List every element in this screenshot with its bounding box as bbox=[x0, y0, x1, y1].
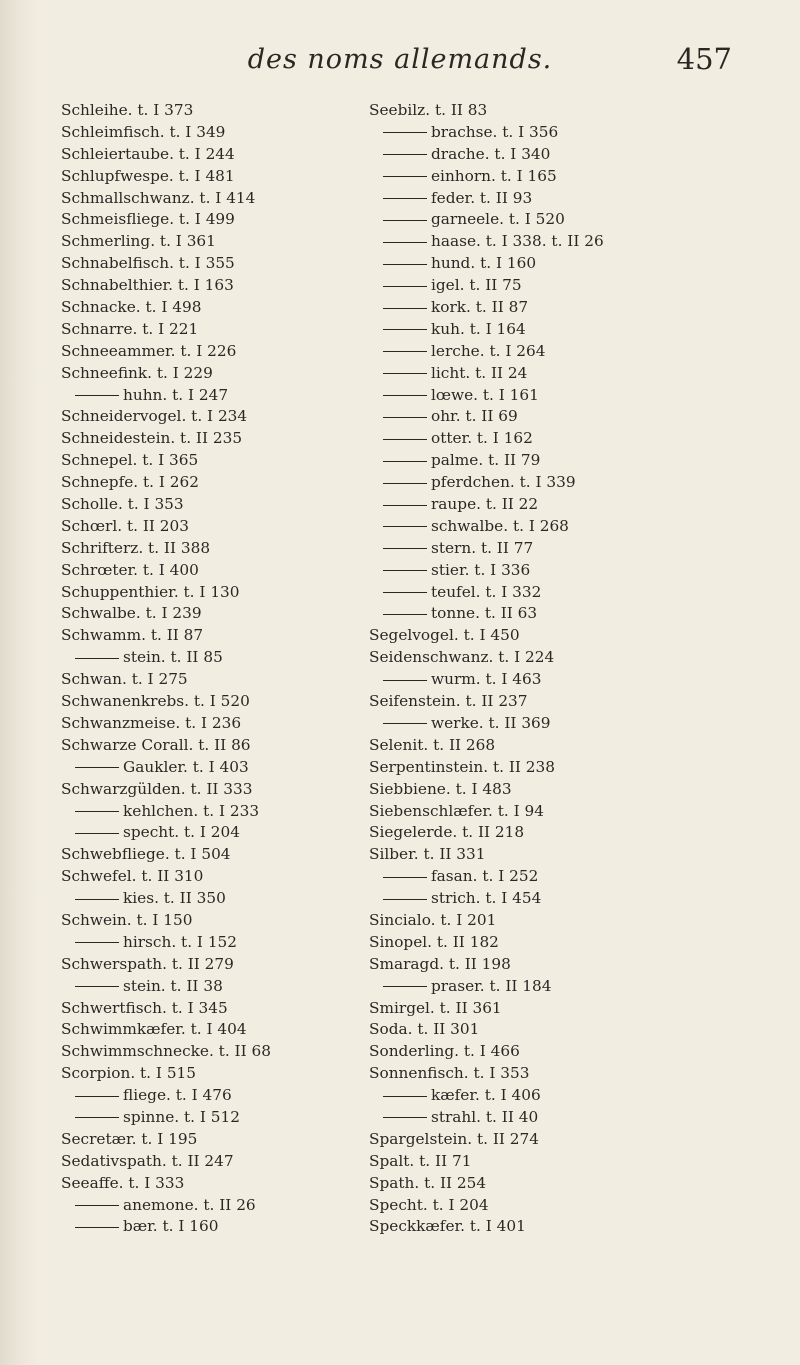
index-entry-text: Seifenstein. t. II 237 bbox=[369, 692, 528, 711]
index-entry-text: Schnabelthier. t. I 163 bbox=[61, 276, 234, 295]
repeat-dash bbox=[383, 198, 427, 199]
index-entry bbox=[61, 363, 346, 385]
index-column-left bbox=[61, 100, 346, 1238]
index-entry-text: Sedativspath. t. II 247 bbox=[61, 1151, 234, 1170]
repeat-dash bbox=[383, 899, 427, 900]
index-entry-text: Schneeammer. t. I 226 bbox=[61, 341, 237, 360]
index-entry bbox=[61, 209, 346, 231]
index-entry-text: Schneefink. t. I 229 bbox=[61, 363, 213, 382]
index-entry bbox=[61, 1019, 346, 1041]
index-entry bbox=[369, 1085, 699, 1107]
index-entry bbox=[61, 735, 346, 757]
index-entry-text: Schneidestein. t. II 235 bbox=[61, 429, 243, 448]
index-entry-text: Spath. t. II 254 bbox=[369, 1173, 487, 1192]
index-entry bbox=[61, 1085, 346, 1107]
index-entry bbox=[369, 779, 699, 801]
index-entry bbox=[369, 1063, 699, 1085]
index-entry bbox=[369, 253, 699, 275]
index-entry bbox=[369, 494, 699, 516]
index-entry-text: feder. t. II 93 bbox=[431, 188, 533, 207]
index-entry bbox=[61, 428, 346, 450]
index-entry-text: Sonderling. t. I 466 bbox=[369, 1042, 520, 1061]
index-entry bbox=[61, 910, 346, 932]
index-entry-text: Schwarzgülden. t. II 333 bbox=[61, 779, 253, 798]
repeat-dash bbox=[383, 592, 427, 593]
index-entry-text: Smaragd. t. II 198 bbox=[369, 954, 511, 973]
repeat-dash bbox=[383, 461, 427, 462]
index-entry bbox=[369, 1173, 699, 1195]
index-entry-text: Schwebfliege. t. I 504 bbox=[61, 845, 231, 864]
index-entry-text: Schneidervogel. t. I 234 bbox=[61, 407, 248, 426]
index-entry-text: Schwimmschnecke. t. II 68 bbox=[61, 1042, 271, 1061]
index-entry bbox=[61, 385, 346, 407]
repeat-dash bbox=[75, 395, 119, 396]
repeat-dash bbox=[383, 264, 427, 265]
index-entry-text: wurm. t. I 463 bbox=[431, 670, 542, 689]
index-entry bbox=[369, 428, 699, 450]
index-entry-text: Seebilz. t. II 83 bbox=[369, 101, 488, 119]
index-entry bbox=[369, 691, 699, 713]
repeat-dash bbox=[383, 1096, 427, 1097]
index-entry bbox=[61, 1195, 346, 1217]
index-entry-text: Schnacke. t. I 498 bbox=[61, 298, 202, 317]
index-entry bbox=[61, 866, 346, 888]
index-entry bbox=[369, 713, 699, 735]
index-entry bbox=[61, 538, 346, 560]
index-entry-text: palme. t. II 79 bbox=[431, 451, 541, 470]
repeat-dash bbox=[383, 483, 427, 484]
index-entry-text: Schleiertaube. t. I 244 bbox=[61, 144, 235, 163]
index-entry-text: strich. t. I 454 bbox=[431, 889, 542, 908]
index-entry-text: Soda. t. II 301 bbox=[369, 1020, 480, 1039]
repeat-dash bbox=[383, 308, 427, 309]
index-entry-text: teufel. t. I 332 bbox=[431, 582, 542, 601]
repeat-dash bbox=[383, 329, 427, 330]
index-entry bbox=[369, 866, 699, 888]
repeat-dash bbox=[383, 614, 427, 615]
index-entry-text: anemone. t. II 26 bbox=[123, 1195, 256, 1214]
index-entry-text: Schwertfisch. t. I 345 bbox=[61, 998, 228, 1017]
index-entry bbox=[61, 888, 346, 910]
index-entry-text: Sinopel. t. II 182 bbox=[369, 932, 499, 951]
repeat-dash bbox=[383, 242, 427, 243]
repeat-dash bbox=[383, 723, 427, 724]
repeat-dash bbox=[383, 505, 427, 506]
index-entry-text: Schwanenkrebs. t. I 520 bbox=[61, 692, 250, 711]
index-entry-text: brachse. t. I 356 bbox=[431, 122, 559, 141]
index-entry-text: Schmallschwanz. t. I 414 bbox=[61, 188, 256, 207]
index-entry-text: Serpentinstein. t. II 238 bbox=[369, 757, 555, 776]
index-entry-text: einhorn. t. I 165 bbox=[431, 166, 557, 185]
index-entry-text: Schwalbe. t. I 239 bbox=[61, 604, 202, 623]
index-entry-text: kuh. t. I 164 bbox=[431, 319, 526, 338]
index-entry-text: drache. t. I 340 bbox=[431, 144, 551, 163]
index-entry-text: stein. t. II 85 bbox=[123, 648, 223, 667]
index-entry bbox=[61, 100, 346, 122]
index-entry-text: Schnabelfisch. t. I 355 bbox=[61, 254, 235, 273]
index-entry bbox=[369, 1129, 699, 1151]
index-entry bbox=[61, 647, 346, 669]
index-entry-text: Speckkæfer. t. I 401 bbox=[369, 1217, 526, 1236]
index-entry-text: Schwefel. t. II 310 bbox=[61, 867, 204, 886]
index-entry bbox=[369, 385, 699, 407]
repeat-dash bbox=[383, 439, 427, 440]
index-entry-text: igel. t. II 75 bbox=[431, 276, 522, 295]
index-entry-text: Siebbiene. t. I 483 bbox=[369, 779, 512, 798]
index-entry-text: Schœrl. t. II 203 bbox=[61, 516, 189, 535]
index-entry-text: Gaukler. t. I 403 bbox=[123, 757, 249, 776]
index-entry bbox=[369, 275, 699, 297]
index-entry-text: stern. t. II 77 bbox=[431, 538, 534, 557]
repeat-dash bbox=[75, 986, 119, 987]
index-entry-text: kork. t. II 87 bbox=[431, 298, 529, 317]
index-entry bbox=[61, 472, 346, 494]
index-entry-text: bær. t. I 160 bbox=[123, 1217, 219, 1236]
repeat-dash bbox=[383, 877, 427, 878]
index-entry-text: huhn. t. I 247 bbox=[123, 385, 229, 404]
index-entry-text: Schmeisfliege. t. I 499 bbox=[61, 210, 235, 229]
repeat-dash bbox=[383, 395, 427, 396]
index-entry-text: Sincialo. t. I 201 bbox=[369, 910, 497, 929]
repeat-dash bbox=[383, 351, 427, 352]
index-entry-text: lerche. t. I 264 bbox=[431, 341, 546, 360]
index-entry bbox=[61, 450, 346, 472]
index-entry-text: Schleimfisch. t. I 349 bbox=[61, 122, 226, 141]
index-entry bbox=[369, 144, 699, 166]
index-entry-text: fliege. t. I 476 bbox=[123, 1086, 232, 1105]
repeat-dash bbox=[383, 570, 427, 571]
index-entry-text: kehlchen. t. I 233 bbox=[123, 801, 260, 820]
index-entry bbox=[369, 406, 699, 428]
index-entry bbox=[61, 1107, 346, 1129]
index-entry bbox=[61, 1151, 346, 1173]
page-number: 457 bbox=[676, 42, 732, 76]
index-entry bbox=[61, 976, 346, 998]
index-entry-text: Sonnenfisch. t. I 353 bbox=[369, 1064, 530, 1083]
index-entry bbox=[61, 297, 346, 319]
index-entry-text: pferdchen. t. I 339 bbox=[431, 473, 576, 492]
index-entry bbox=[61, 713, 346, 735]
index-entry bbox=[61, 516, 346, 538]
index-entry bbox=[61, 1173, 346, 1195]
index-entry-text: Schwarze Corall. t. II 86 bbox=[61, 735, 251, 754]
index-entry bbox=[369, 669, 699, 691]
index-entry-text: strahl. t. II 40 bbox=[431, 1107, 539, 1126]
index-entry bbox=[61, 166, 346, 188]
index-entry bbox=[61, 954, 346, 976]
index-entry-text: Schwerspath. t. II 279 bbox=[61, 954, 234, 973]
index-entry-text: Schlupfwespe. t. I 481 bbox=[61, 166, 235, 185]
index-entry-text: kies. t. II 350 bbox=[123, 889, 226, 908]
index-column-right bbox=[369, 100, 699, 1238]
index-entry bbox=[369, 1195, 699, 1217]
index-entry bbox=[61, 1129, 346, 1151]
index-entry bbox=[61, 1216, 346, 1238]
repeat-dash bbox=[75, 1117, 119, 1118]
index-entry-text: Seeaffe. t. I 333 bbox=[61, 1173, 185, 1192]
index-entry bbox=[61, 779, 346, 801]
repeat-dash bbox=[75, 1227, 119, 1228]
repeat-dash bbox=[383, 373, 427, 374]
index-entry bbox=[369, 209, 699, 231]
index-entry bbox=[61, 757, 346, 779]
index-entry bbox=[369, 932, 699, 954]
index-entry-text: Siegelerde. t. II 218 bbox=[369, 823, 525, 842]
index-entry-text: Schnepel. t. I 365 bbox=[61, 451, 199, 470]
repeat-dash bbox=[383, 1117, 427, 1118]
index-entry bbox=[369, 625, 699, 647]
index-entry bbox=[369, 560, 699, 582]
index-entry-text: hund. t. I 160 bbox=[431, 254, 537, 273]
index-entry-text: Schwimmkæfer. t. I 404 bbox=[61, 1020, 247, 1039]
repeat-dash bbox=[383, 526, 427, 527]
index-entry-text: lœwe. t. I 161 bbox=[431, 385, 539, 404]
index-entry-text: Spargelstein. t. II 274 bbox=[369, 1129, 539, 1148]
index-entry-text: Schmerling. t. I 361 bbox=[61, 232, 216, 251]
page-binding-edge bbox=[0, 0, 38, 1365]
index-entry bbox=[369, 100, 699, 122]
index-entry-text: Siebenschlæfer. t. I 94 bbox=[369, 801, 544, 820]
index-entry bbox=[61, 1041, 346, 1063]
index-entry-text: Segelvogel. t. I 450 bbox=[369, 626, 520, 645]
index-entry bbox=[369, 341, 699, 363]
repeat-dash bbox=[383, 680, 427, 681]
repeat-dash bbox=[75, 1096, 119, 1097]
repeat-dash bbox=[383, 286, 427, 287]
index-entry-text: Schwein. t. I 150 bbox=[61, 910, 193, 929]
index-entry bbox=[61, 822, 346, 844]
index-entry bbox=[61, 122, 346, 144]
index-entry bbox=[61, 253, 346, 275]
index-entry bbox=[61, 669, 346, 691]
index-entry bbox=[369, 450, 699, 472]
index-entry bbox=[369, 844, 699, 866]
index-entry bbox=[369, 1107, 699, 1129]
index-entry-text: Schwamm. t. II 87 bbox=[61, 626, 204, 645]
index-entry-text: Schnarre. t. I 221 bbox=[61, 319, 199, 338]
repeat-dash bbox=[383, 154, 427, 155]
index-entry bbox=[369, 297, 699, 319]
index-entry bbox=[61, 319, 346, 341]
index-entry-text: Schrœter. t. I 400 bbox=[61, 560, 199, 579]
repeat-dash bbox=[75, 833, 119, 834]
index-entry bbox=[369, 954, 699, 976]
index-entry bbox=[61, 1063, 346, 1085]
index-entry bbox=[369, 1216, 699, 1238]
index-entry-text: Spalt. t. II 71 bbox=[369, 1151, 472, 1170]
index-entry-text: Schrifterz. t. II 388 bbox=[61, 538, 211, 557]
index-entry-text: licht. t. II 24 bbox=[431, 363, 528, 382]
index-entry bbox=[369, 998, 699, 1020]
index-entry bbox=[61, 932, 346, 954]
index-entry bbox=[369, 582, 699, 604]
index-entry bbox=[369, 910, 699, 932]
repeat-dash bbox=[75, 767, 119, 768]
index-entry-text: Specht. t. I 204 bbox=[369, 1195, 489, 1214]
index-entry bbox=[61, 231, 346, 253]
index-entry-text: fasan. t. I 252 bbox=[431, 867, 539, 886]
index-entry-text: raupe. t. II 22 bbox=[431, 495, 539, 514]
index-entry-text: Schwanzmeise. t. I 236 bbox=[61, 713, 242, 732]
index-entry bbox=[61, 801, 346, 823]
repeat-dash bbox=[75, 899, 119, 900]
index-entry bbox=[369, 166, 699, 188]
index-entry bbox=[61, 844, 346, 866]
index-entry bbox=[369, 363, 699, 385]
repeat-dash bbox=[75, 1205, 119, 1206]
index-entry bbox=[61, 494, 346, 516]
index-entry bbox=[61, 341, 346, 363]
page-header bbox=[60, 40, 740, 90]
index-entry bbox=[61, 582, 346, 604]
repeat-dash bbox=[383, 176, 427, 177]
repeat-dash bbox=[383, 132, 427, 133]
index-entry-text: Smirgel. t. II 361 bbox=[369, 998, 502, 1017]
index-entry bbox=[369, 603, 699, 625]
index-entry bbox=[369, 319, 699, 341]
index-entry bbox=[369, 888, 699, 910]
running-title: des noms allemands. bbox=[247, 44, 553, 75]
repeat-dash bbox=[75, 942, 119, 943]
index-entry-text: otter. t. I 162 bbox=[431, 429, 533, 448]
index-entry-text: specht. t. I 204 bbox=[123, 823, 240, 842]
index-entry bbox=[369, 1041, 699, 1063]
index-entry bbox=[369, 516, 699, 538]
index-entry-text: ohr. t. II 69 bbox=[431, 407, 518, 426]
index-entry bbox=[61, 188, 346, 210]
index-entry-text: haase. t. I 338. t. II 26 bbox=[431, 232, 604, 251]
index-entry bbox=[61, 998, 346, 1020]
index-entry bbox=[61, 406, 346, 428]
index-entry-text: Silber. t. II 331 bbox=[369, 845, 486, 864]
index-entry bbox=[369, 976, 699, 998]
index-entry bbox=[61, 144, 346, 166]
index-entry bbox=[61, 625, 346, 647]
repeat-dash bbox=[383, 548, 427, 549]
repeat-dash bbox=[383, 220, 427, 221]
index-entry bbox=[369, 472, 699, 494]
index-entry bbox=[369, 1019, 699, 1041]
index-entry bbox=[61, 691, 346, 713]
index-entry-text: garneele. t. I 520 bbox=[431, 210, 565, 229]
repeat-dash bbox=[383, 417, 427, 418]
index-entry bbox=[369, 757, 699, 779]
index-entry bbox=[369, 1151, 699, 1173]
index-entry bbox=[369, 801, 699, 823]
index-entry bbox=[61, 603, 346, 625]
index-entry-text: werke. t. II 369 bbox=[431, 713, 551, 732]
index-entry-text: Scholle. t. I 353 bbox=[61, 495, 184, 514]
index-entry-text: Seidenschwanz. t. I 224 bbox=[369, 648, 555, 667]
index-entry-text: kæfer. t. I 406 bbox=[431, 1086, 541, 1105]
repeat-dash bbox=[75, 811, 119, 812]
repeat-dash bbox=[383, 986, 427, 987]
index-entry-text: Selenit. t. II 268 bbox=[369, 735, 496, 754]
index-entry bbox=[369, 122, 699, 144]
index-entry bbox=[369, 231, 699, 253]
index-entry-text: Schnepfe. t. I 262 bbox=[61, 473, 200, 492]
index-entry-text: praser. t. II 184 bbox=[431, 976, 552, 995]
index-entry bbox=[369, 188, 699, 210]
index-entry bbox=[61, 560, 346, 582]
index-entry-text: hirsch. t. I 152 bbox=[123, 932, 238, 951]
index-entry-text: schwalbe. t. I 268 bbox=[431, 516, 569, 535]
index-entry-text: Schwan. t. I 275 bbox=[61, 670, 188, 689]
repeat-dash bbox=[75, 658, 119, 659]
index-entry-text: stier. t. I 336 bbox=[431, 560, 531, 579]
index-entry bbox=[369, 538, 699, 560]
index-entry bbox=[369, 647, 699, 669]
index-entry-text: Secretær. t. I 195 bbox=[61, 1129, 198, 1148]
index-entry-text: Schleihe. t. I 373 bbox=[61, 101, 194, 119]
index-entry-text: stein. t. II 38 bbox=[123, 976, 223, 995]
index-entry-text: Schuppenthier. t. I 130 bbox=[61, 582, 240, 601]
index-entry-text: Scorpion. t. I 515 bbox=[61, 1064, 197, 1083]
index-entry bbox=[369, 735, 699, 757]
index-entry-text: spinne. t. I 512 bbox=[123, 1107, 240, 1126]
index-entry-text: tonne. t. II 63 bbox=[431, 604, 538, 623]
index-entry bbox=[61, 275, 346, 297]
index-entry bbox=[369, 822, 699, 844]
